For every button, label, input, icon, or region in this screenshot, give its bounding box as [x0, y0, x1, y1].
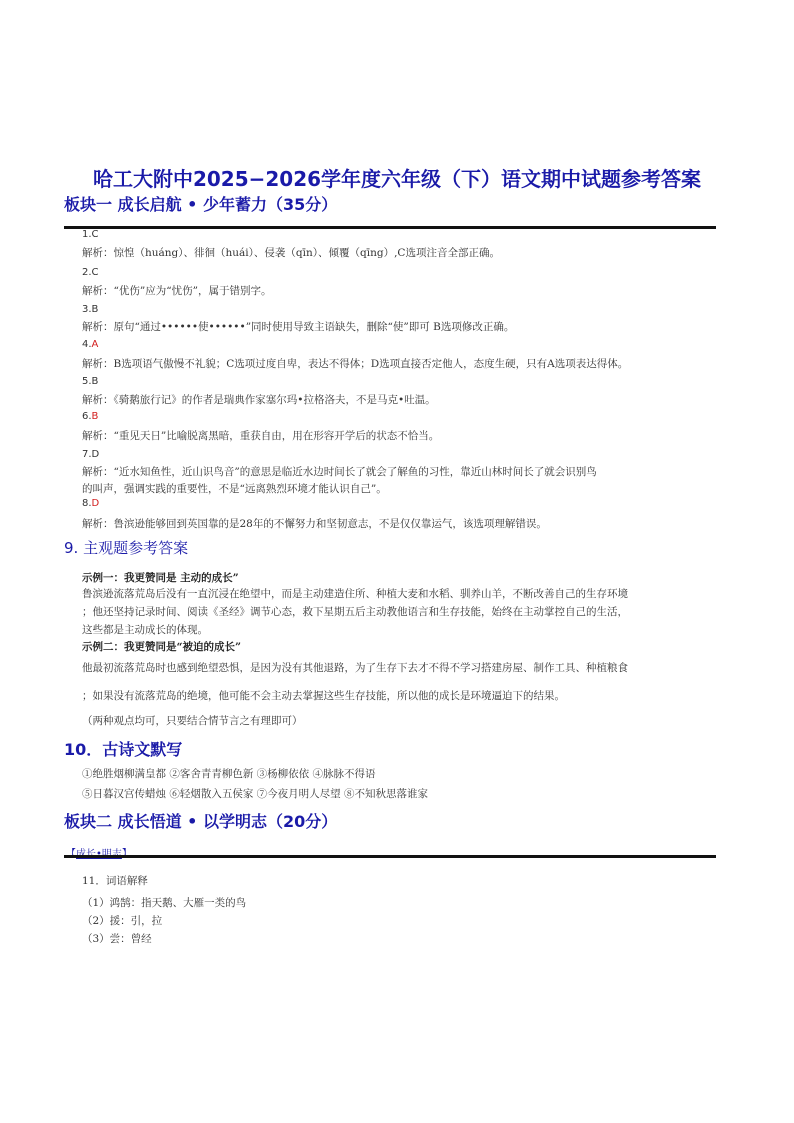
analysis-text: 解析：“优伤”应为“忧伤”，属于错别字。: [82, 285, 272, 297]
q11-item: （2）援：引，拉: [82, 915, 163, 927]
q10-heading: 10．古诗文默写: [64, 740, 183, 759]
analysis-text: 解析：鲁滨逊能够回到英国靠的是28年的不懈努力和坚韧意志，不是仅仅靠运气，该选项理解错误。: [82, 518, 547, 530]
answer-number: 5.B: [82, 376, 99, 387]
example2-text: 他最初流落荒岛时也感到绝望恐惧，是因为没有其他退路，为了生存下去才不得不学习搭建房屋、制作工具、种植粮食: [82, 662, 628, 674]
page-title: 哈工大附中2025−2026学年度六年级（下）语文期中试题参考答案: [92, 167, 702, 191]
analysis-text: 的叫声，强调实践的重要性，不是“远离熟烈环境才能认识自己”。: [82, 483, 387, 495]
divider-rule: [64, 855, 716, 858]
q11-title: 11．词语解释: [82, 875, 148, 887]
q11-item: （1）鸿鹄：指天鹅、大雁一类的鸟: [82, 897, 247, 909]
divider-rule: [64, 226, 716, 229]
answer-number: 7.D: [82, 449, 100, 460]
analysis-text: 解析：原句“通过••••••使••••••”同时使用导致主语缺失，删除“使”即可 B选项修改正确。: [82, 321, 515, 333]
poem-line: ①绝胜烟柳满皇都 ②客舍青青柳色新 ③杨柳依依 ④脉脉不得语: [82, 768, 376, 780]
analysis-text: 解析：《骑鹅旅行记》的作者是瑞典作家塞尔玛•拉格洛夫，不是马克•吐温。: [82, 394, 436, 406]
example2-text: ；如果没有流落荒岛的绝境，他可能不会主动去掌握这些生存技能，所以他的成长是环境逼迫下的结果。: [82, 690, 565, 702]
section1-heading: 板块一 成长启航 • 少年蓄力（35分）: [64, 195, 338, 214]
analysis-text: 解析：“重见天日”比喻脱离黑暗，重获自由，用在形容开学后的状态不恰当。: [82, 430, 440, 442]
example1-text: ；他还坚持记录时间、阅读《圣经》调节心态，救下星期五后主动教他语言和生存技能，始终在主动掌控自己的生活，: [82, 606, 628, 618]
example2-label: 示例二：我更赞同是“被迫的成长”: [82, 641, 242, 653]
example1-text: 这些都是主动成长的体现。: [82, 624, 208, 636]
q9-heading: 9. 主观题参考答案: [64, 539, 189, 557]
answer-number: 2.C: [82, 267, 99, 278]
analysis-text: 解析：惊惶（huáng）、徘徊（huái）、侵袭（qīn）、倾覆（qīng）,C选项注音全部正确。: [82, 247, 500, 259]
answer-number: 1.C: [82, 229, 99, 240]
analysis-text: 解析：B选项语气傲慢不礼貌；C选项过度自卑，表达不得体；D选项直接否定他人，态度生硬，只有A选项表达得体。: [82, 358, 629, 370]
analysis-text: 解析：“近水知鱼性，近山识鸟音”的意思是临近水边时间长了就会了解鱼的习性，靠近山林时间长了就会识别鸟: [82, 466, 597, 478]
answer-number: 4.A: [82, 339, 99, 350]
answer-number: 8.D: [82, 498, 100, 509]
answer-number: 3.B: [82, 304, 99, 315]
poem-line: ⑤日暮汉宫传蜡烛 ⑥轻烟散入五侯家 ⑦今夜月明人尽望 ⑧不知秋思落谁家: [82, 788, 429, 800]
example1-label: 示例一：我更赞同是 主动的成长”: [82, 572, 239, 584]
answer-number: 6.B: [82, 411, 99, 422]
example1-text: 鲁滨逊流落荒岛后没有一直沉浸在绝望中，而是主动建造住所、种植大麦和水稻、驯养山羊，不断改善自己的生存环境: [82, 588, 628, 600]
q11-item: （3）尝：曾经: [82, 933, 152, 945]
section2-heading: 板块二 成长悟道 • 以学明志（20分）: [64, 812, 338, 831]
q9-note: （两种观点均可，只要结合情节言之有理即可）: [82, 715, 303, 727]
